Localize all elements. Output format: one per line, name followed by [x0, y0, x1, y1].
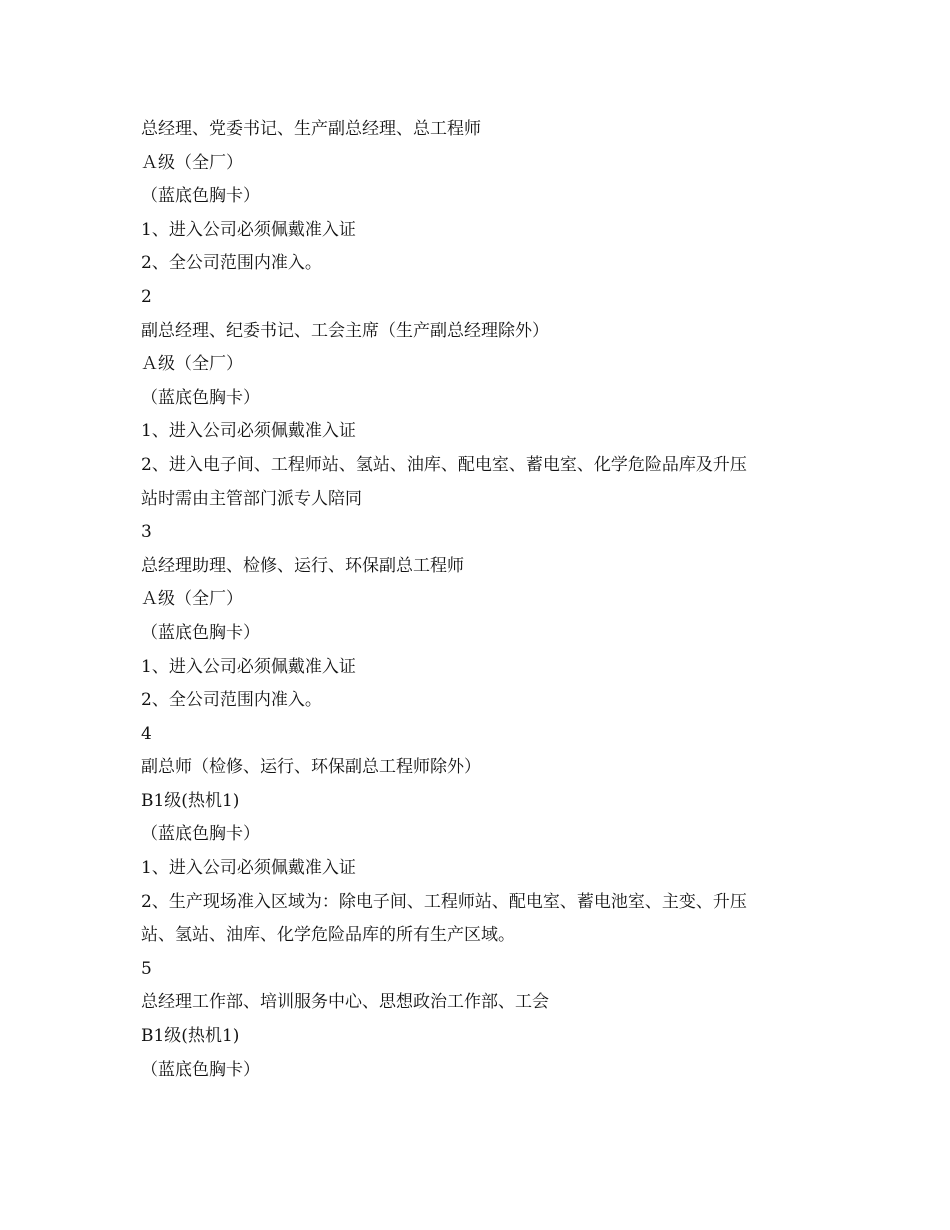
text-line: Ａ级（全厂） [141, 589, 243, 610]
item-number: 2 [141, 286, 152, 307]
text-line: （蓝底色胸卡） [141, 1059, 260, 1080]
text-line: B1级(热机1) [141, 1026, 240, 1047]
item-number: 4 [141, 723, 152, 744]
document-body [141, 113, 821, 1087]
text-line: 2、全公司范围内准入。 [141, 253, 322, 274]
text-line: （蓝底色胸卡） [141, 186, 260, 207]
text-line: 1、进入公司必须佩戴准入证 [141, 858, 356, 879]
text-line: 副总经理、纪委书记、工会主席（生产副总经理除外） [141, 320, 549, 341]
text-line: （蓝底色胸卡） [141, 824, 260, 845]
text-line: B1级(热机1) [141, 790, 240, 811]
text-line: （蓝底色胸卡） [141, 387, 260, 408]
text-line: （蓝底色胸卡） [141, 622, 260, 643]
text-line: 站时需由主管部门派专人陪同 [141, 488, 362, 509]
text-line: 站、氢站、油库、化学危险品库的所有生产区域。 [141, 925, 515, 946]
item-number: 5 [141, 958, 152, 979]
text-line: 1、进入公司必须佩戴准入证 [141, 656, 356, 677]
text-line: 2、全公司范围内准入。 [141, 690, 322, 711]
text-line: 2、生产现场准入区域为：除电子间、工程师站、配电室、蓄电池室、主变、升压 [141, 891, 747, 912]
text-line: 副总师（检修、运行、环保副总工程师除外） [141, 757, 481, 778]
text-line: 总经理工作部、培训服务中心、思想政治工作部、工会 [141, 992, 549, 1013]
text-line: 1、进入公司必须佩戴准入证 [141, 421, 356, 442]
text-line: 总经理、党委书记、生产副总经理、总工程师 [141, 119, 481, 139]
text-line: 1、进入公司必须佩戴准入证 [141, 219, 356, 240]
text-line: Ａ级（全厂） [141, 152, 243, 173]
text-line: Ａ级（全厂） [141, 354, 243, 375]
text-line: 2、进入电子间、工程师站、氢站、油库、配电室、蓄电室、化学危险品库及升压 [141, 454, 747, 475]
item-number: 3 [141, 522, 152, 543]
text-line: 总经理助理、检修、运行、环保副总工程师 [141, 555, 464, 576]
